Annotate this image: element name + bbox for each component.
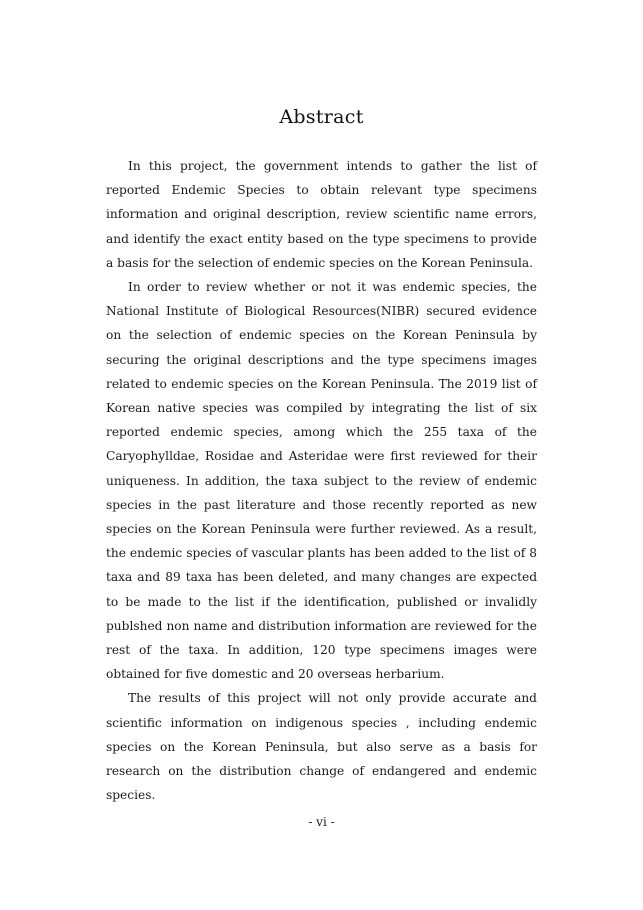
paragraph-2: In order to review whether or not it was endemic species, the National Institute of Biological Resources(NIBR) secured evidence on the selection of endemic species on the Korean Peninsula by securing the original descriptions and the type specimens images related to endemic species on the Korean Peninsula. The 2019 list of Korean native species was compiled by integrating the list of six reported endemic species, among which the 255 taxa of the Caryophylldae, Rosidae and Asteridae were first reviewed for their uniqueness. In addition, the taxa subject to the review of endemic species in the past literature and those recently reported as new species on the Korean Peninsula were further reviewed. As a result, the endemic species of vascular plants has been added to the list of 8 taxa and 89 taxa has been deleted, and many changes are expected to be made to the list if the identification, published or invalidly publshed non name and distribution information are reviewed for the rest of the taxa. In addition, 120 type specimens images were obtained for five domestic and 20 overseas herbarium. [106, 280, 537, 682]
paragraph-1: In this project, the government intends to gather the list of reported Endemic Species to obtain relevant type specimens information and original description, review scientific name errors, and identify the exact entity based on the type specimens to provide a basis for the selection of endemic species on the Korean Peninsula. [106, 159, 537, 270]
paragraph-3: The results of this project will not only provide accurate and scientific information on indigenous species , including endemic species on the Korean Peninsula, but also serve as a basis for research on the distribution change of endangered and endemic species. [106, 691, 537, 803]
page-title: Abstract [279, 106, 364, 128]
abstract-body [106, 154, 537, 807]
page-number: - vi - [308, 815, 335, 829]
